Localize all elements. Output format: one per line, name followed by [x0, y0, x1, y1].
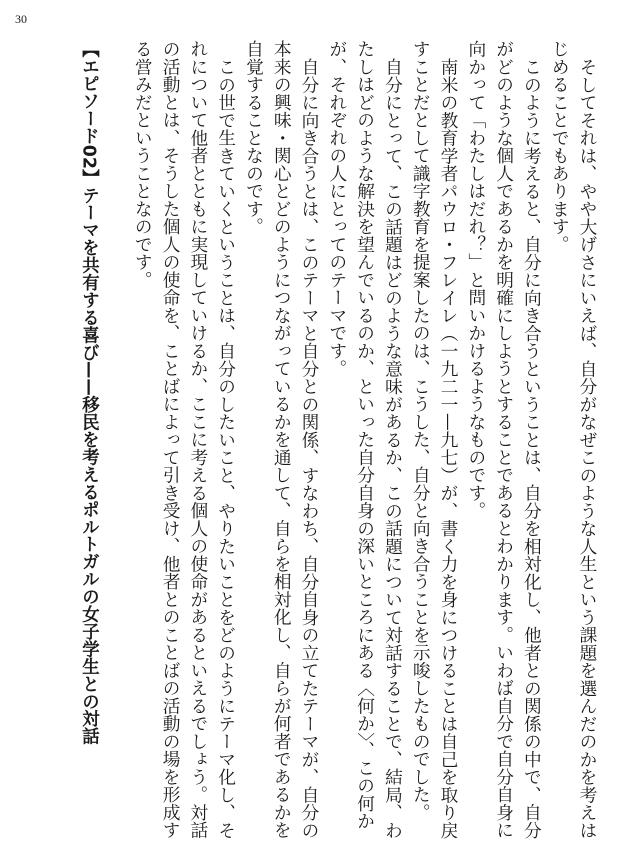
body-paragraph: このように考えると、自分に向き合うということは、自分を相対化し、他者との関係の中で、自分がどのような個人であるかを明確にしようとすることであるとわかります。いわば自分で自分自身に向かって「わたしはだれ？」と問いかけるようなものです。: [465, 40, 542, 839]
body-paragraph: 自分にとって、この話題はどのような意味があるか、この話題について対話することで、結局、わたしはどのような解決を望んでいるのか、といった自分自身の深いところにある〈何か〉、この何かが、それぞれの人にとってのテーマです。: [326, 40, 403, 839]
body-paragraph: そしてそれは、やや大げさにいえば、自分がなぜこのような人生という課題を選んだのかを考えはじめることでもあります。: [549, 40, 597, 839]
vertical-text-body: [25, 40, 600, 840]
page-number: 30: [15, 12, 27, 26]
body-paragraph: 南米の教育学者パウロ・フレイレ（一九二一—九七）が、書く力を身につけることは自己を取り戻すことだとして識字教育を提案したのは、こうした、自分と向き合うことを示唆したものでした。: [410, 40, 459, 839]
body-paragraph: 自分に向き合うとは、このテーマと自分との関係、すなわち、自分自身の立てたテーマが、自分の本来の興味・関心とどのようにつながっているかを通して、自らを相対化し、自らが何者であるかを自覚することなのです。: [243, 40, 320, 839]
body-paragraph: この世で生きていくということは、自分のしたいこと、やりたいことをどのようにテーマ化し、それについて他者とともに実現していけるか、ここに考える個人の使命があるといえるでしょう。対話の活動とは、そうした個人の使命を、ことばによって引き受け、他者とのことばの活動の場を形成する営みだということなのです。: [132, 40, 236, 839]
section-heading: 【エピソード02】テーマを共有する喜び——移民を考えるポルトガルの女子学生との対話: [78, 40, 99, 745]
